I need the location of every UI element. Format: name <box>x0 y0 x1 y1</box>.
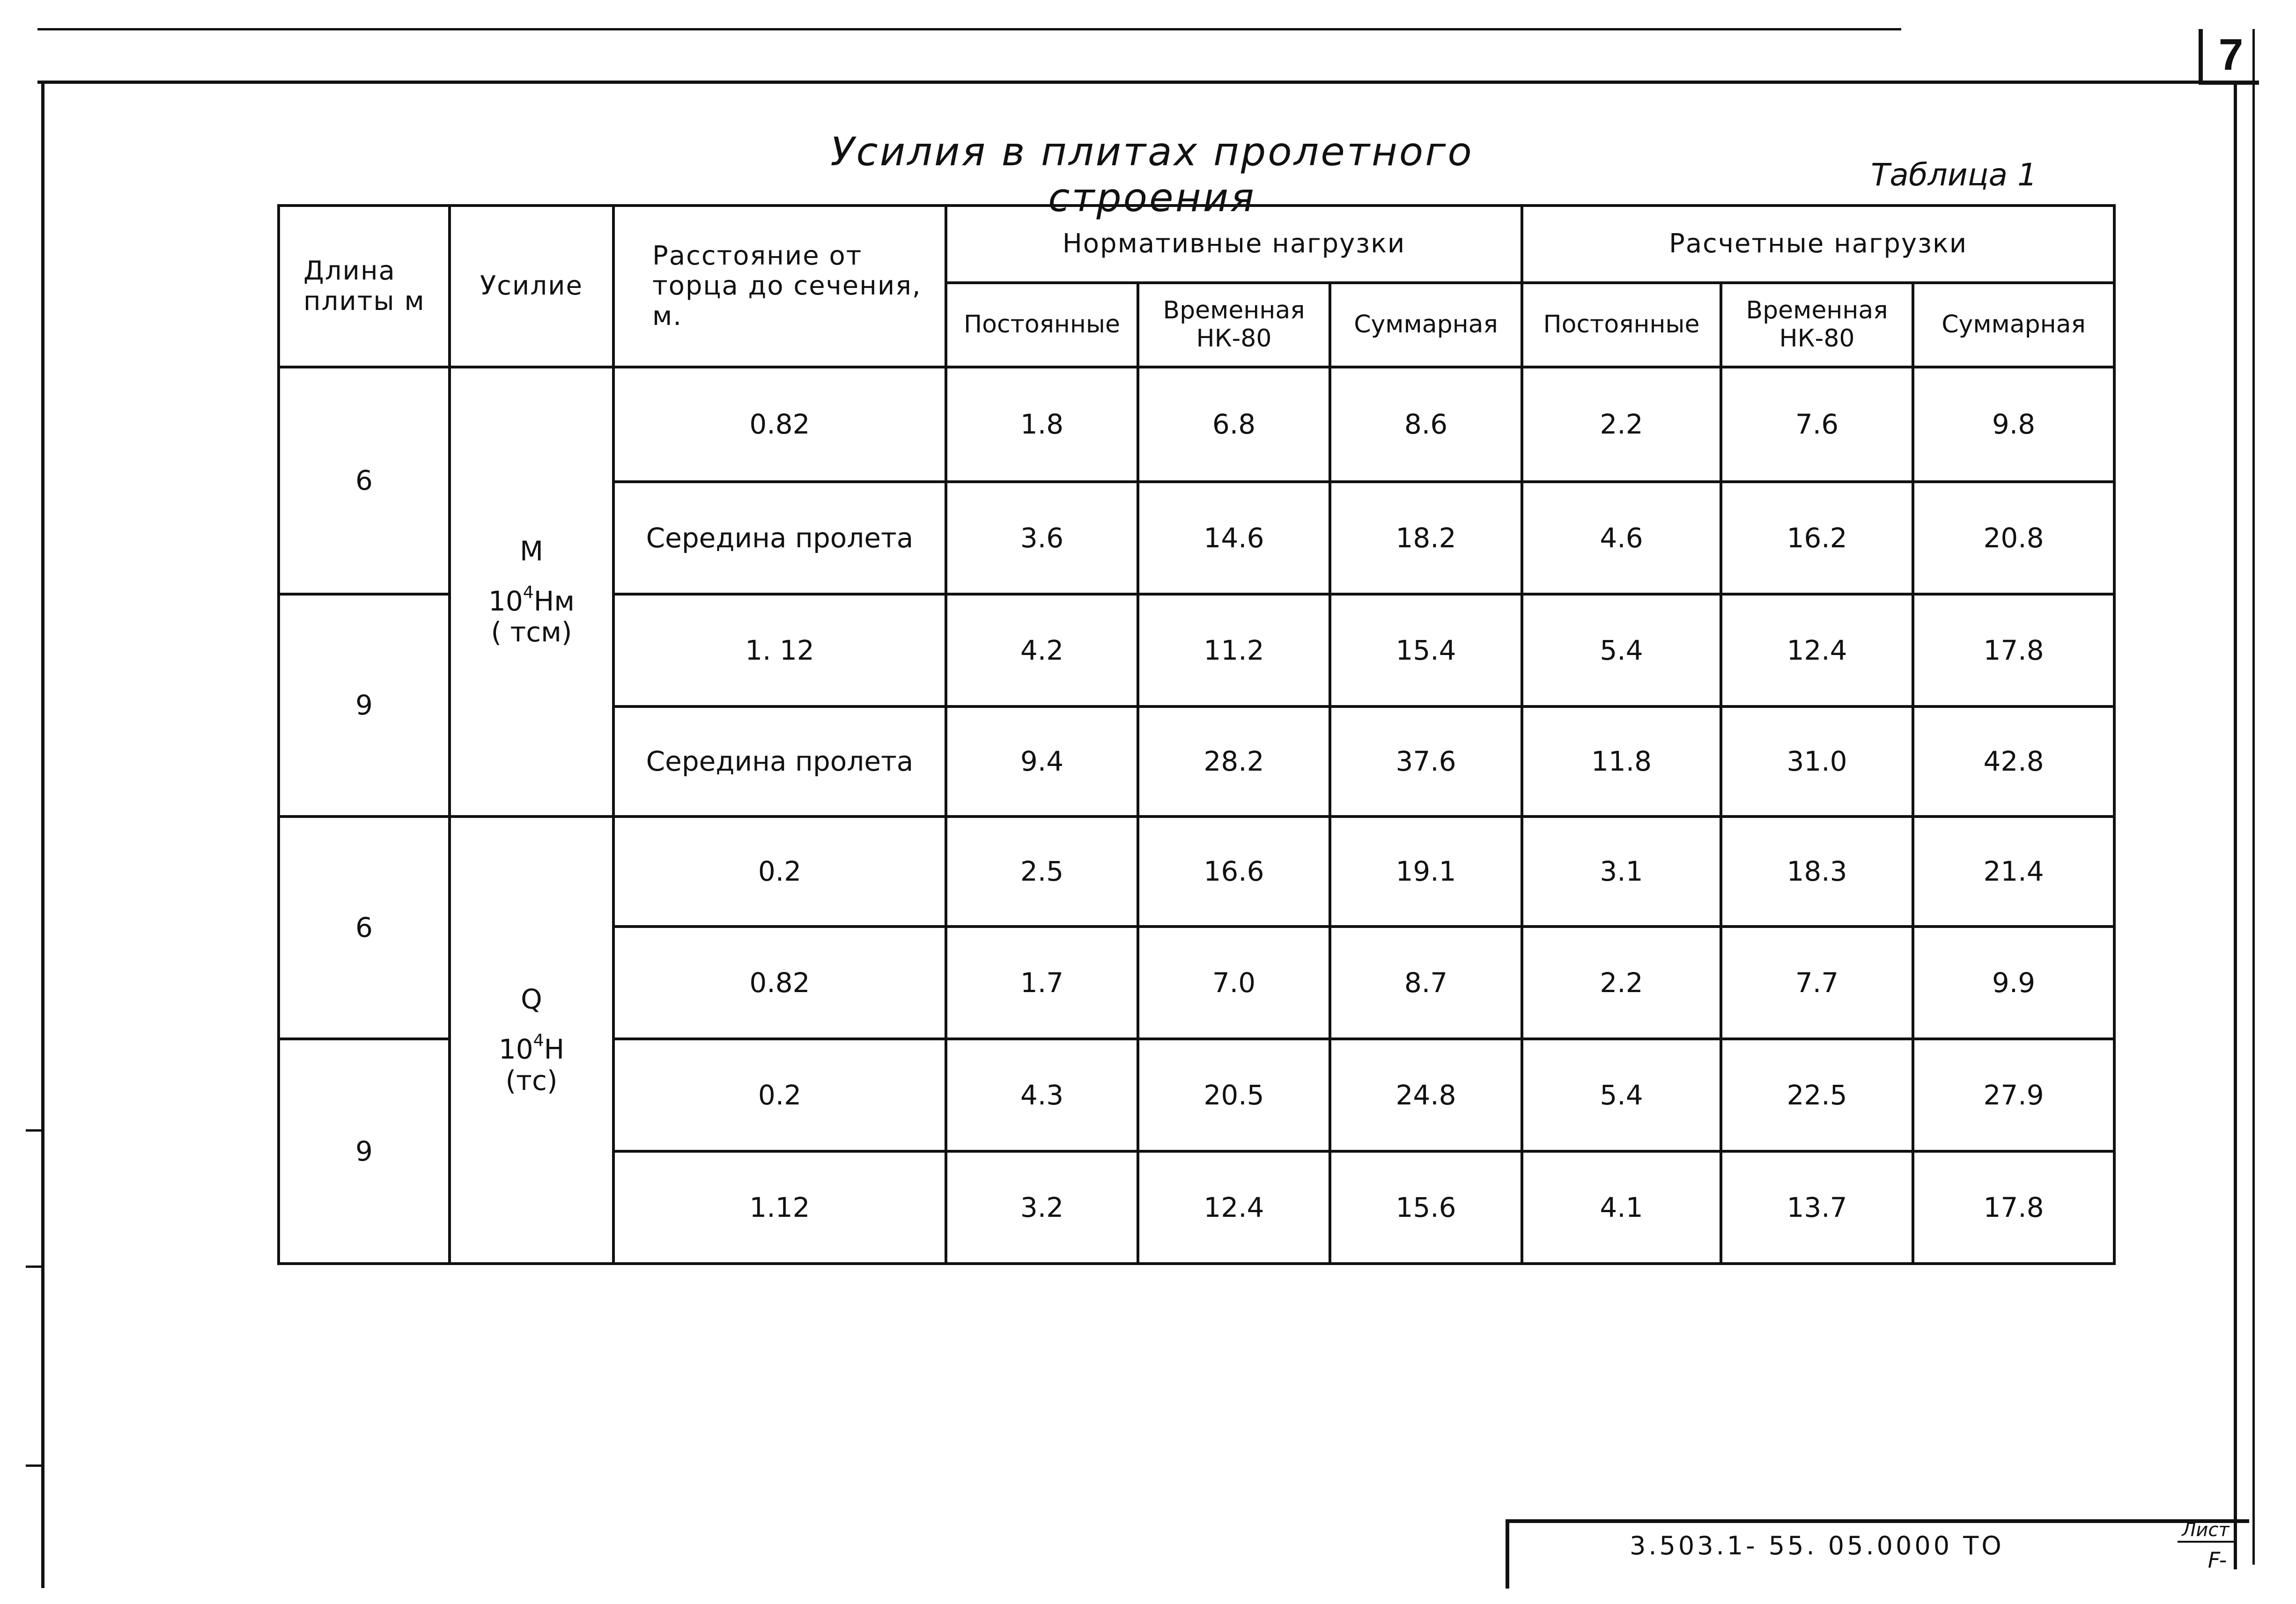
distance-cell: 0.2 <box>613 1039 946 1151</box>
norm-temporary-cell: 14.6 <box>1138 482 1330 594</box>
header-design-total: Суммарная <box>1913 283 2114 367</box>
forces-table <box>277 204 2116 1265</box>
design-total-cell: 20.8 <box>1913 482 2114 594</box>
header-normative-permanent: Постоянные <box>946 283 1138 367</box>
header-design-temporary: Временная НК-80 <box>1721 283 1913 367</box>
design-temporary-cell: 7.6 <box>1721 367 1913 482</box>
design-temporary-cell: 13.7 <box>1721 1151 1913 1264</box>
distance-cell: Середина пролета <box>613 482 946 594</box>
distance-cell: 0.82 <box>613 367 946 482</box>
plate-length-cell: 9 <box>279 594 450 817</box>
force-q-symbol: Q <box>521 983 542 1015</box>
design-total-cell: 17.8 <box>1913 1151 2114 1264</box>
table-row <box>279 817 2114 927</box>
design-temporary-cell: 7.7 <box>1721 927 1913 1039</box>
design-permanent-cell: 4.6 <box>1522 482 1721 594</box>
design-permanent-cell: 5.4 <box>1522 594 1721 706</box>
design-permanent-cell: 5.4 <box>1522 1039 1721 1151</box>
table-row <box>279 367 2114 482</box>
norm-temporary-cell: 11.2 <box>1138 594 1330 706</box>
norm-total-cell: 8.6 <box>1330 367 1522 482</box>
norm-total-cell: 24.8 <box>1330 1039 1522 1151</box>
norm-total-cell: 15.6 <box>1330 1151 1522 1264</box>
distance-cell: 0.82 <box>613 927 946 1039</box>
norm-total-cell: 8.7 <box>1330 927 1522 1039</box>
norm-permanent-cell: 3.2 <box>946 1151 1138 1264</box>
design-total-cell: 42.8 <box>1913 706 2114 817</box>
design-total-cell: 27.9 <box>1913 1039 2114 1151</box>
force-q-unit-tail: Н <box>544 1033 565 1066</box>
force-q-unit <box>451 1031 612 1066</box>
header-force: Усилие <box>450 206 613 367</box>
norm-permanent-cell: 4.2 <box>946 594 1138 706</box>
norm-permanent-cell: 9.4 <box>946 706 1138 817</box>
force-m-unit-tail: Нм <box>533 585 575 617</box>
design-total-cell: 9.9 <box>1913 927 2114 1039</box>
design-temporary-cell: 31.0 <box>1721 706 1913 817</box>
design-temporary-cell: 22.5 <box>1721 1039 1913 1151</box>
design-total-cell: 21.4 <box>1913 817 2114 927</box>
design-temporary-cell: 18.3 <box>1721 817 1913 927</box>
norm-temporary-cell: 6.8 <box>1138 367 1330 482</box>
distance-cell: 1. 12 <box>613 594 946 706</box>
frame-top-border <box>37 81 2255 84</box>
sheet-number: F- <box>2207 1547 2227 1573</box>
norm-temporary-cell: 12.4 <box>1138 1151 1330 1264</box>
binding-tick-1 <box>26 1129 44 1132</box>
force-q-unit-base: 10 <box>498 1033 533 1066</box>
header-design-loads: Расчетные нагрузки <box>1522 206 2114 283</box>
distance-cell: 0.2 <box>613 817 946 927</box>
force-m-symbol: М <box>519 535 544 567</box>
norm-permanent-cell: 1.8 <box>946 367 1138 482</box>
table-title: Усилия в плитах пролетного строения <box>830 129 1474 221</box>
norm-permanent-cell: 2.5 <box>946 817 1138 927</box>
header-distance: Расстояние от торца до сечения, м. <box>613 206 946 367</box>
force-q-alt-unit: (тс) <box>505 1064 558 1096</box>
top-rule <box>37 28 1901 30</box>
norm-temporary-cell: 7.0 <box>1138 927 1330 1039</box>
force-m-unit-exp: 4 <box>523 582 534 602</box>
header-normative-total: Суммарная <box>1330 283 1522 367</box>
design-permanent-cell: 2.2 <box>1522 367 1721 482</box>
distance-cell: Середина пролета <box>613 706 946 817</box>
header-normative-loads: Нормативные нагрузки <box>946 206 1522 283</box>
plate-length-cell: 9 <box>279 1039 450 1264</box>
norm-total-cell: 15.4 <box>1330 594 1522 706</box>
plate-length-cell: 6 <box>279 817 450 1039</box>
norm-temporary-cell: 16.6 <box>1138 817 1330 927</box>
norm-temporary-cell: 28.2 <box>1138 706 1330 817</box>
design-temporary-cell: 16.2 <box>1721 482 1913 594</box>
force-m-alt-unit: ( тсм) <box>491 616 572 648</box>
frame-right-border <box>2234 81 2237 1569</box>
design-temporary-cell: 12.4 <box>1721 594 1913 706</box>
table-number: Таблица 1 <box>1871 157 2037 193</box>
design-permanent-cell: 11.8 <box>1522 706 1721 817</box>
design-total-cell: 9.8 <box>1913 367 2114 482</box>
binding-tick-2 <box>26 1266 44 1268</box>
norm-permanent-cell: 4.3 <box>946 1039 1138 1151</box>
page-number: 7 <box>2199 29 2259 85</box>
norm-permanent-cell: 3.6 <box>946 482 1138 594</box>
design-permanent-cell: 4.1 <box>1522 1151 1721 1264</box>
norm-total-cell: 19.1 <box>1330 817 1522 927</box>
force-m-cell <box>450 367 613 817</box>
norm-permanent-cell: 1.7 <box>946 927 1138 1039</box>
norm-total-cell: 18.2 <box>1330 482 1522 594</box>
design-permanent-cell: 2.2 <box>1522 927 1721 1039</box>
norm-total-cell: 37.6 <box>1330 706 1522 817</box>
force-m-unit <box>451 582 612 617</box>
sheet-label: Лист <box>2178 1519 2234 1543</box>
design-total-cell: 17.8 <box>1913 594 2114 706</box>
force-q-cell <box>450 817 613 1264</box>
force-m-unit-base: 10 <box>488 585 523 617</box>
force-q-unit-exp: 4 <box>533 1031 544 1051</box>
frame-left-border <box>41 81 44 1588</box>
distance-cell: 1.12 <box>613 1151 946 1264</box>
header-length: Длина плиты м <box>279 206 450 367</box>
header-normative-temporary: Временная НК-80 <box>1138 283 1330 367</box>
plate-length-cell: 6 <box>279 367 450 594</box>
header-design-permanent: Постоянные <box>1522 283 1721 367</box>
binding-tick-3 <box>26 1464 44 1467</box>
frame-right-edge <box>2252 29 2255 1565</box>
design-permanent-cell: 3.1 <box>1522 817 1721 927</box>
document-code: 3.503.1- 55. 05.0000 ТО <box>1630 1531 2004 1560</box>
norm-temporary-cell: 20.5 <box>1138 1039 1330 1151</box>
